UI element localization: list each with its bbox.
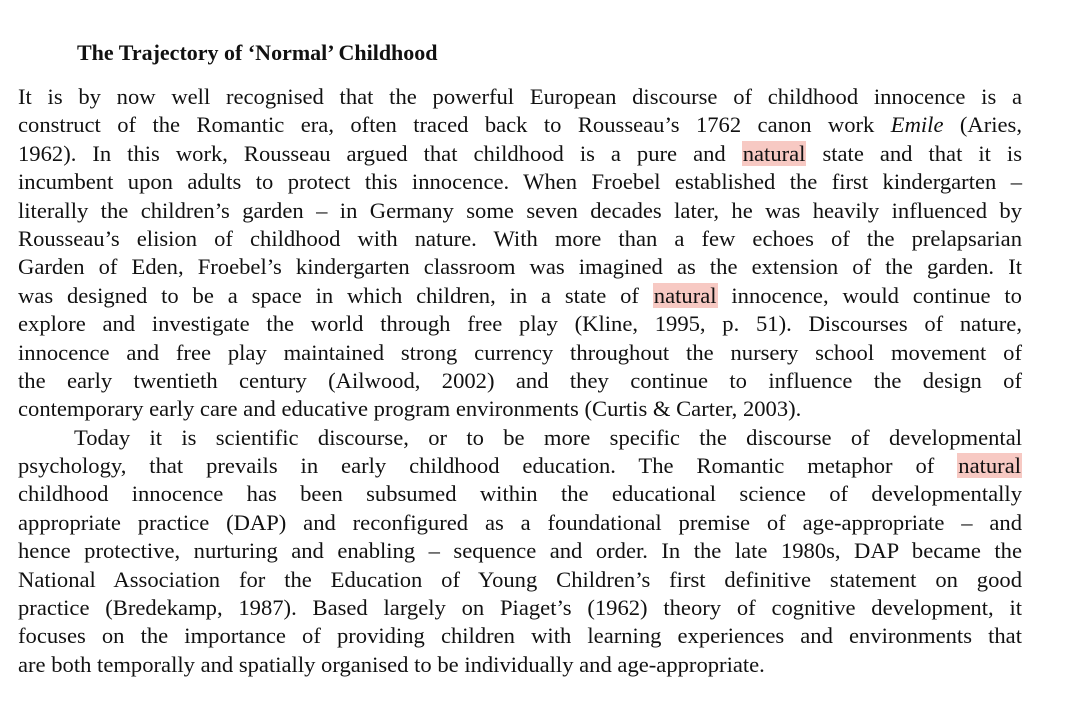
text-line: explore and investigate the world through free play (Kline, 1995, p. 51). Discourses of nature,: [18, 311, 1022, 337]
highlighted-word: natural: [958, 453, 1021, 479]
text-line: It is by now well recognised that the powerful European discourse of childhood innocence is a: [18, 84, 1022, 109]
text-line: Rousseau’s elision of childhood with nature. With more than a few echoes of the prelapsarian: [18, 225, 1022, 251]
body-text: [18, 83, 1022, 679]
text-line: National Association for the Education of Young Children’s first definitive statement on good: [18, 566, 1022, 592]
text-line: psychology, that prevails in early childhood education. The Romantic metaphor of natural: [18, 453, 1021, 479]
paragraph-2: [18, 424, 1022, 680]
text-line: Today it is scientific discourse, or to be more specific the discourse of developmental: [74, 424, 1022, 450]
text-line: childhood innocence has been subsumed within the educational science of developmentally: [18, 481, 1022, 507]
text-line: appropriate practice (DAP) and reconfigured as a foundational premise of age-appropriate – and: [18, 509, 1022, 535]
text-line: the early twentieth century (Ailwood, 2002) and they continue to influence the design of: [18, 367, 1022, 393]
text-line: Garden of Eden, Froebel’s kindergarten classroom was imagined as the extension of the garden. It: [18, 254, 1022, 280]
text-line: focuses on the importance of providing children with learning experiences and environments that: [18, 623, 1022, 649]
highlighted-word: natural: [653, 282, 717, 308]
text-line: literally the children’s garden – in Germany some seven decades later, he was heavily influenced by: [18, 197, 1022, 223]
text-line: contemporary early care and educative program environments (Curtis & Carter, 2003).: [18, 396, 802, 422]
section-heading: The Trajectory of ‘Normal’ Childhood: [77, 40, 438, 65]
text-line: was designed to be a space in which children, in a state of natural innocence, would continue to: [18, 282, 1022, 308]
text-line: innocence and free play maintained strong currency throughout the nursery school movement of: [18, 339, 1022, 365]
text-line: 1962). In this work, Rousseau argued that childhood is a pure and natural state and that it is: [18, 140, 1022, 166]
text-line: practice (Bredekamp, 1987). Based largely on Piaget’s (1962) theory of cognitive development, it: [18, 595, 1022, 621]
text-line: hence protective, nurturing and enabling – sequence and order. In the late 1980s, DAP became the: [18, 538, 1022, 564]
text-line: are both temporally and spatially organised to be individually and age-appropriate.: [18, 651, 765, 677]
text-line: incumbent upon adults to protect this innocence. When Froebel established the first kindergarten –: [18, 169, 1022, 195]
book-title-emile: Emile: [890, 112, 944, 138]
highlighted-word: natural: [742, 140, 806, 166]
paragraph-1: [18, 83, 1022, 424]
text-line: construct of the Romantic era, often traced back to Rousseau’s 1762 canon work Emile (Aries,: [18, 112, 1022, 138]
